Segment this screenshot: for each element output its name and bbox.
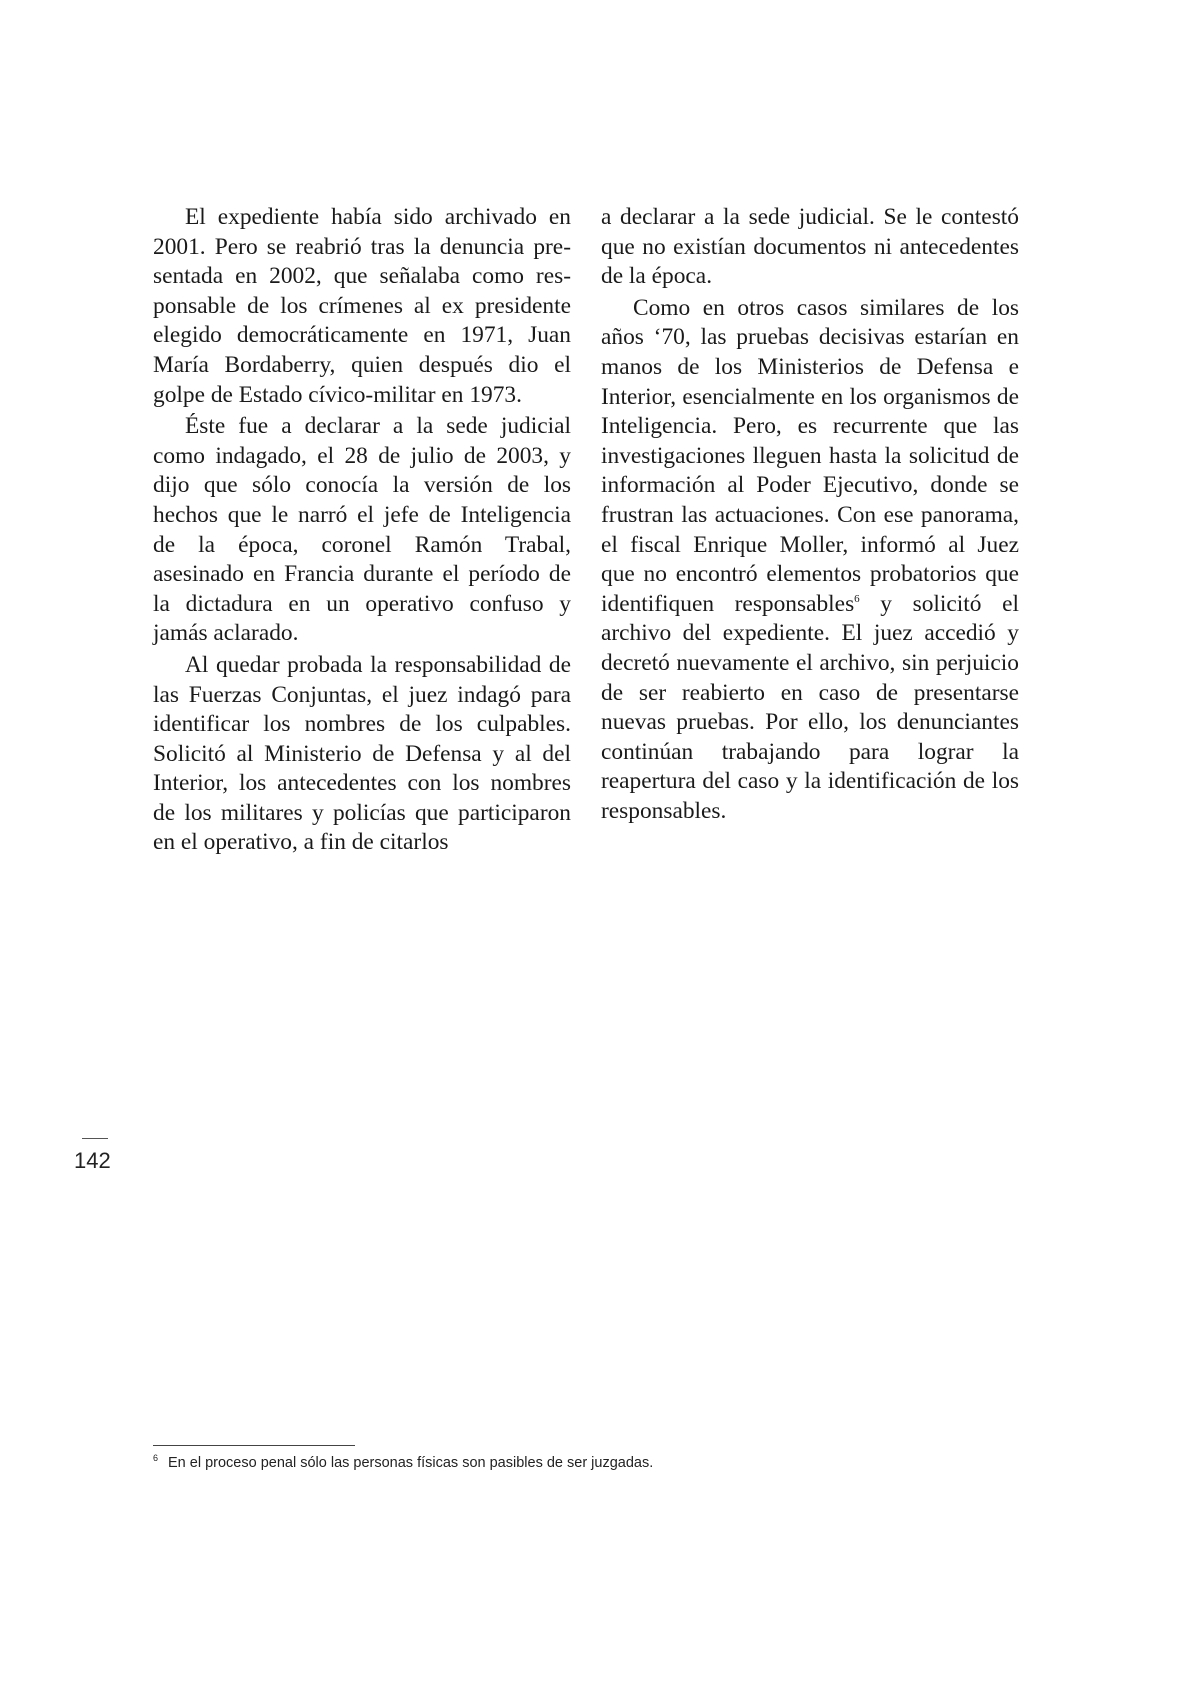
footnote-mark: 6 [153,1453,159,1463]
body-paragraph [601,294,1019,827]
right-text-column [601,203,1019,826]
body-paragraph: Éste fue a declarar a la sede judicial como indagado, el 28 de julio de 2003, y dijo que sólo conocía la versión de los hechos que le narró el jefe de Inteligencia de la época, coronel Ramón Trabal, asesinado en Francia durante el período de la dictadura en un operativo confuso y jamás aclarado. [153,413,571,647]
footnote-text: En el proceso penal sólo las personas físicas son pasibles de ser juzgadas. [168,1454,654,1471]
body-paragraph-continued: a declarar a la sede judicial. Se le contestó que no existían documentos ni antecedentes de la época. [601,204,1019,290]
page-number-rule [82,1138,108,1139]
left-text-column [153,203,571,858]
footnote-reference[interactable]: 6 [854,592,860,605]
footnote-separator [153,1445,355,1446]
footnote [153,1453,853,1471]
paragraph-text: y solicitó el archivo del expediente. El juez accedió y decretó nuevamente el archivo, sin perjuicio de ser reabierto en caso de presentarse nuevas pruebas. Por ello, los denunciantes continúan trabajando para lograr la reapertura del caso y la identificación de los responsables. [601,590,1019,824]
body-paragraph: Al quedar probada la responsabilidad de las Fuerzas Conjuntas, el juez indagó para identificar los nombres de los culpables. Solicitó al Ministerio de Defensa y al del Interior, los antecedentes con los nombres de los militares y policías que participaron en el operativo, a fin de citarlos [153,651,571,856]
paragraph-text: Como en otros casos similares de los años ‘70, las pruebas decisivas estarían en manos de los Ministerios de Defensa e Interior, esencialmente en los organismos de Inteligencia. Pero, es recurrente que las investigaciones lleguen hasta la solicitud de información al Poder Ejecutivo, donde se frustran las actuaciones. Con ese panorama, el fiscal Enrique Moller, informó al Juez que no encontró elementos probatorios que identifiquen responsables [601,294,1019,617]
page-number: 142 [74,1148,111,1173]
body-paragraph: El expediente había sido archivado en 2001. Pero se reabrió tras la denuncia presentada en 2002, que señalaba como responsable de los crímenes al ex presidente elegido democráticamente en 1971, Juan María Bordaberry, quien después dio el golpe de Estado cívico-militar en 1973. [153,204,571,408]
